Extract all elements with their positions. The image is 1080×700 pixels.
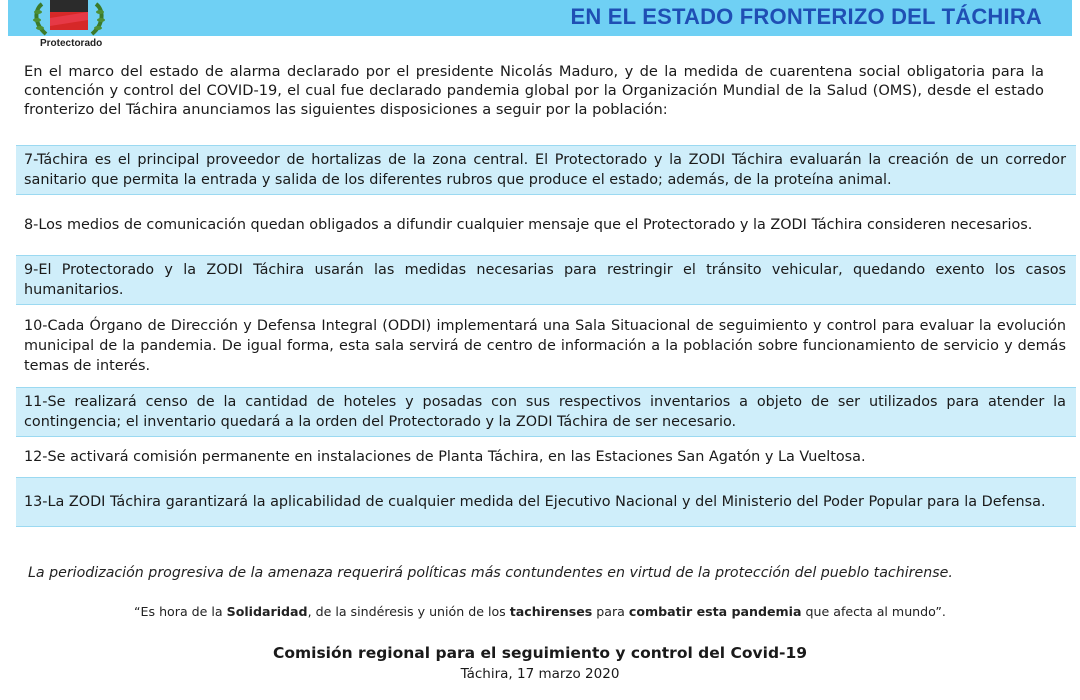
logo	[12, 0, 132, 52]
list-item: 13-La ZODI Táchira garantizará la aplicabilidad de cualquier medida del Ejecutivo Nacional y del Ministerio del Poder Popular para la Defensa.	[16, 477, 1076, 527]
closing-statement: La periodización progresiva de la amenaza requerirá políticas más contundentes en virtud de la protección del pueblo tachirense.	[28, 565, 953, 581]
date: Táchira, 17 marzo 2020	[460, 666, 620, 682]
dispositions-list	[16, 145, 1076, 527]
list-item: 7-Táchira es el principal proveedor de hortalizas de la zona central. El Protectorado y la ZODI Táchira evaluarán la creación de un corredor sanitario que permita la entrada y salida de los diferentes rubros que produce el estado; además, de la proteína animal.	[16, 145, 1076, 195]
quote: “Es hora de la Solidaridad, de la sindéresis y unión de los tachirenses para combatir esta pandemia que afecta al mundo”.	[134, 604, 946, 619]
list-item: 9-El Protectorado y la ZODI Táchira usarán las medidas necesarias para restringir el tránsito vehicular, quedando exento los casos humanitarios.	[16, 255, 1076, 305]
list-item: 8-Los medios de comunicación quedan obligados a difundir cualquier mensaje que el Protectorado y la ZODI Táchira consideren necesarios.	[24, 217, 1033, 233]
list-item: 12-Se activará comisión permanente en instalaciones de Planta Táchira, en las Estaciones San Agatón y La Vueltosa.	[24, 449, 866, 465]
logo-label: Protectorado	[40, 38, 103, 49]
page-title: EN EL ESTADO FRONTERIZO DEL TÁCHIRA	[570, 4, 1042, 29]
intro-paragraph: En el marco del estado de alarma declarado por el presidente Nicolás Maduro, y de la medida de cuarentena social obligatoria para la contención y control del COVID-19, el cual fue declarado pandemia global por la Organización Mundial de la Salud (OMS), desde el estado fronterizo del Táchira anunciamos las siguientes disposiciones a seguir por la población:	[24, 63, 1044, 118]
list-item: 10-Cada Órgano de Dirección y Defensa Integral (ODDI) implementará una Sala Situacional de seguimiento y control para evaluar la evolución municipal de la pandemia. De igual forma, esta sala servirá de centro de información a la población sobre funcionamiento de servicio y demás temas de interés.	[24, 318, 1066, 374]
signature: Comisión regional para el seguimiento y control del Covid-19	[272, 644, 808, 662]
list-item: 11-Se realizará censo de la cantidad de hoteles y posadas con sus respectivos inventarios a objeto de ser utilizados para atender la contingencia; el inventario quedará a la orden del Protectorado y la ZODI Táchira de ser necesario.	[16, 387, 1076, 437]
protectorado-flag-laurel-logo-icon	[24, 0, 114, 38]
